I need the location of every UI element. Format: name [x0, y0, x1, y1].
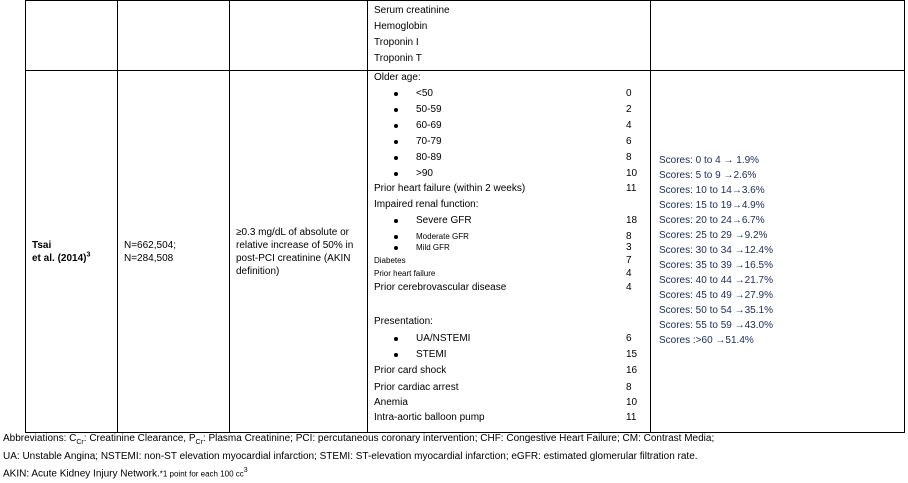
- criteria-points: 6: [626, 136, 632, 147]
- criteria-item: [374, 198, 642, 211]
- criteria-label: Intra-aortic balloon pump: [374, 412, 485, 423]
- criteria-points: 3: [626, 242, 632, 253]
- criteria-points: 8: [626, 152, 632, 163]
- criteria-points: 8: [626, 382, 632, 393]
- score-item: Scores: 35 to 39 →16.5%: [659, 260, 773, 271]
- criteria-points: 10: [626, 168, 638, 179]
- table-row: [26, 71, 905, 433]
- criteria-item: [374, 214, 642, 227]
- score-item: Scores: 0 to 4 → 1.9%: [659, 155, 760, 166]
- criteria-cell: [368, 1, 651, 71]
- criteria-label: Impaired renal function:: [374, 199, 479, 210]
- criteria-label: 50-59: [374, 103, 442, 116]
- study-name: Tsai et al. $(2014)^3$: [32, 239, 91, 264]
- criteria-points: 15: [626, 349, 638, 360]
- abbreviations-footnote: Abbreviations: $C_{Cr}$: Creatinine Clearance, $P_{Cr}$: Plasma Creatinine; PCI: percutaneous coronary intervention; CHF: Congestive Heart Failure; CM: Contrast Media; UA: Unstable Angina; NSTEMI: non-ST elevation myocardial infarction; STEMI: ST-elevation myocardial infarction; eGFR: estimated glomerular filtration rate. AKIN: Acute Kidney Injury Network.*1 point for each 100 $cc^3$: [3, 433, 715, 480]
- score-item: Scores: 55 to 59 →43.0%: [659, 320, 773, 331]
- table-cell: [230, 1, 368, 71]
- criteria-item: [374, 254, 642, 267]
- criteria-item: [374, 87, 642, 100]
- population-text: N=662,504; N=284,508: [124, 239, 176, 264]
- criteria-label: Diabetes: [374, 256, 406, 265]
- criteria-label: Prior cerebrovascular disease: [374, 282, 507, 293]
- definition-cell: [230, 71, 368, 433]
- score-item: Scores: 50 to 54 →35.1%: [659, 305, 773, 316]
- criteria-item: [374, 167, 642, 180]
- criteria-label: Prior heart failure: [374, 269, 436, 278]
- criteria-item: [374, 135, 642, 148]
- criteria-label: Anemia: [374, 397, 408, 408]
- criteria-points: 0: [626, 88, 632, 99]
- criteria-item: [374, 119, 642, 132]
- table-cell: [118, 1, 230, 71]
- criteria-label: Older age:: [374, 72, 421, 83]
- criteria-item: [374, 381, 642, 394]
- criteria-item: [374, 151, 642, 164]
- score-item: Scores: 15 to 19→4.9%: [659, 200, 765, 211]
- criteria-points: 4: [626, 120, 632, 131]
- score-item: Scores: 20 to 24→6.7%: [659, 215, 765, 226]
- criteria-label: 60-69: [374, 119, 442, 132]
- criteria-label: Prior heart failure (within 2 weeks): [374, 183, 526, 194]
- score-item: Scores: 10 to 14→3.6%: [659, 185, 765, 196]
- criteria-points: 11: [626, 183, 637, 194]
- criteria-points: 4: [626, 282, 632, 293]
- score-item: Scores: 40 to 44 →21.7%: [659, 275, 773, 286]
- scores-cell: [651, 71, 905, 433]
- criteria-label: 80-89: [374, 151, 442, 164]
- criteria-item: [374, 332, 642, 345]
- criteria-line: Hemoglobin: [374, 21, 428, 32]
- criteria-label: UA/NSTEMI: [374, 332, 470, 345]
- criteria-points: 8: [626, 231, 632, 242]
- criteria-item: [374, 315, 642, 328]
- criteria-item: [374, 411, 642, 424]
- table-row: [26, 1, 905, 71]
- criteria-points: 18: [626, 215, 638, 226]
- definition-text: ≥0.3 mg/dL of absolute or relative increase of 50% in post-PCI creatinine (AKIN definition): [236, 226, 354, 277]
- criteria-label: Presentation:: [374, 316, 433, 327]
- criteria-label: <50: [374, 87, 433, 100]
- criteria-label: >90: [374, 167, 433, 180]
- criteria-label: 70-79: [374, 135, 442, 148]
- criteria-points: 11: [626, 412, 637, 423]
- criteria-item: [374, 182, 642, 195]
- criteria-item: [374, 281, 642, 294]
- criteria-points: 16: [626, 365, 638, 376]
- criteria-line: Serum creatinine: [374, 5, 450, 16]
- study-table: [25, 0, 905, 433]
- criteria-points: 4: [626, 268, 632, 279]
- table-cell: [26, 1, 118, 71]
- criteria-line: Troponin T: [374, 53, 422, 64]
- criteria-item: [374, 103, 642, 116]
- criteria-label: STEMI: [374, 348, 447, 361]
- criteria-item: [374, 71, 642, 84]
- criteria-item: [374, 396, 642, 409]
- criteria-label: Severe GFR: [374, 214, 472, 227]
- criteria-label: Mild GFR: [374, 241, 450, 254]
- criteria-item: [374, 348, 642, 361]
- criteria-points: 6: [626, 333, 632, 344]
- criteria-line: Troponin I: [374, 37, 419, 48]
- criteria-label: Prior card shock: [374, 365, 447, 376]
- score-item: Scores: 5 to 9 →2.6%: [659, 170, 757, 181]
- criteria-label: Prior cardiac arrest: [374, 382, 459, 393]
- score-item: Scores: 45 to 49 →27.9%: [659, 290, 773, 301]
- criteria-points: 10: [626, 397, 638, 408]
- criteria-cell: [368, 71, 651, 433]
- study-cell: [26, 71, 118, 433]
- criteria-points: 7: [626, 255, 632, 266]
- score-item: Scores :>60 →51.4%: [659, 335, 754, 346]
- criteria-item: [374, 267, 642, 280]
- score-item: Scores: 25 to 29 →9.2%: [659, 230, 768, 241]
- criteria-label: Moderate GFR: [374, 230, 469, 243]
- score-item: Scores: 30 to 34 →12.4%: [659, 245, 773, 256]
- criteria-points: 2: [626, 104, 632, 115]
- table-cell: [651, 1, 905, 71]
- criteria-item: [374, 241, 642, 254]
- population-cell: [118, 71, 230, 433]
- criteria-item: [374, 364, 642, 377]
